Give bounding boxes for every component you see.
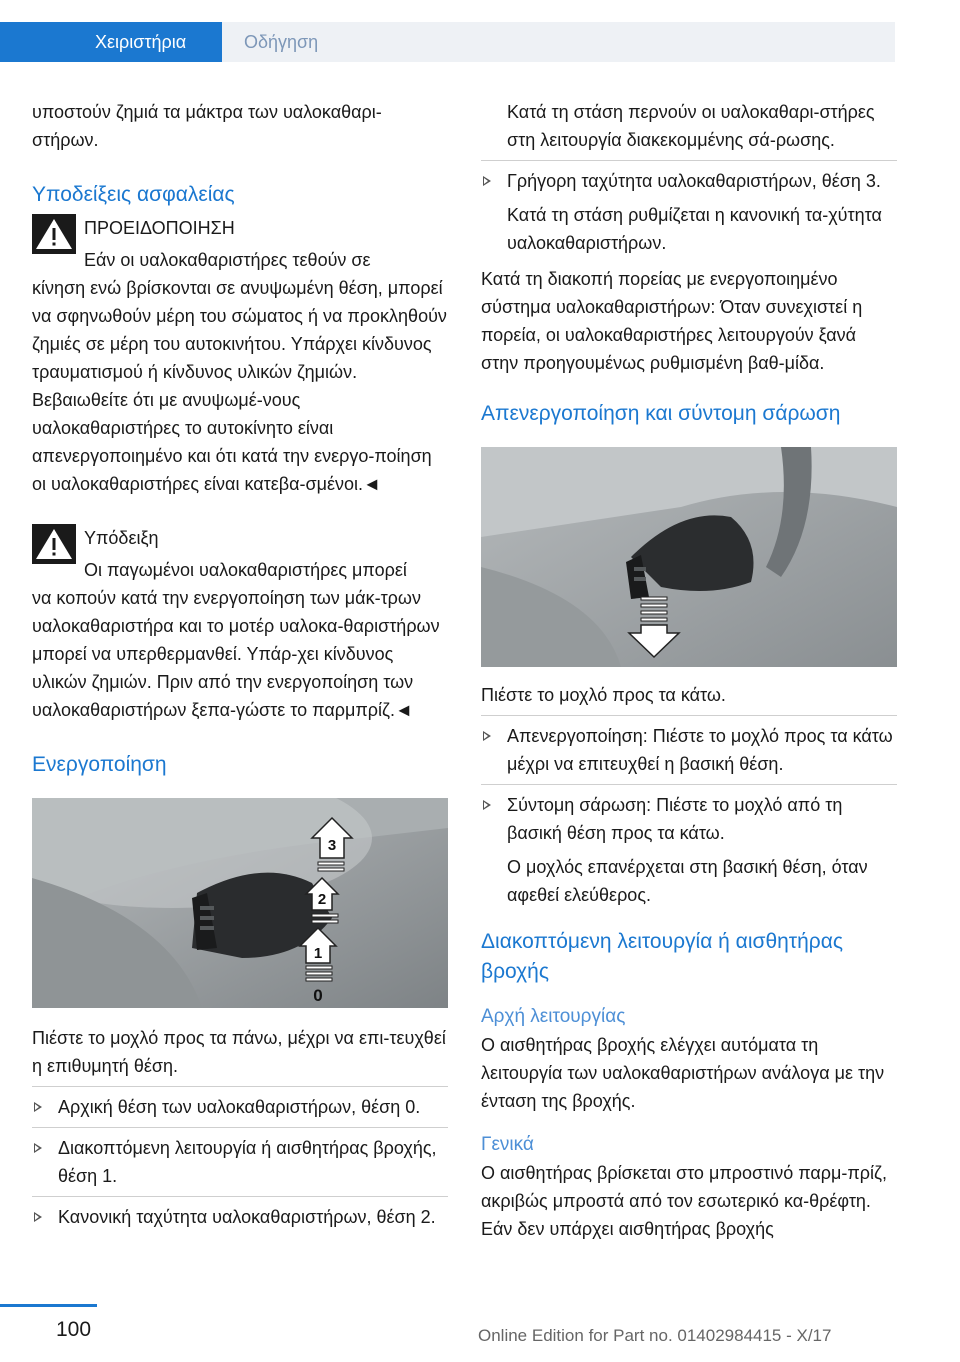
warning-block	[32, 214, 448, 498]
warning-title: ΠΡΟΕΙΔΟΠΟΙΗΣΗ	[84, 218, 235, 238]
return-note: Ο μοχλός επανέρχεται στη βασική θέση, όταν αφεθεί ελεύθερος.	[507, 857, 868, 905]
list-item-text: Αρχική θέση των υαλοκαθαριστήρων, θέση 0.	[58, 1097, 421, 1117]
warning-triangle-icon	[32, 524, 76, 564]
edition-footer: Online Edition for Part no. 01402984415 - X/17	[478, 1326, 832, 1345]
position-1-label: 1	[313, 945, 323, 962]
lever-illustration	[481, 447, 897, 667]
note-text-first: Οι παγωμένοι υαλοκαθαριστήρες μπορεί	[84, 560, 407, 580]
principle-heading: Αρχή λειτουργίας	[481, 1006, 626, 1027]
note-text: να κοπούν κατά την ενεργοποίηση των μάκ-τρων υαλοκαθαριστήρα και το μοτέρ υαλοκα-θαριστήρων μπορεί να υπερθερμανθεί. Υπάρ-χει κίνδυνος υλικών ζημιών. Πριν από την ενεργοποίηση των υαλοκαθαριστήρων ξεπα-γώστε το παρμπρίζ.◄	[32, 588, 440, 720]
divider	[32, 1196, 448, 1197]
stop-note-2: Κατά τη στάση ρυθμίζεται η κανονική τα-χύτητα υαλοκαθαριστήρων.	[507, 205, 882, 253]
general-text: Ο αισθητήρας βρίσκεται στο μπροστινό παρμ-πρίζ, ακριβώς μπροστά από τον εσωτερικό κα-θρέφτη. Εάν δεν υπάρχει αισθητήρας βροχής	[481, 1163, 887, 1239]
list-item-text: Γρήγορη ταχύτητα υαλοκαθαριστήρων, θέση 3.	[507, 171, 881, 191]
principle-text: Ο αισθητήρας βροχής ελέγχει αυτόματα τη λειτουργία των υαλοκαθαριστήρων ανάλογα με την ένταση της βροχής.	[481, 1035, 885, 1111]
activation-heading: Ενεργοποίηση	[32, 753, 167, 776]
position-0-label: 0	[313, 986, 323, 1005]
position-3-label: 3	[327, 837, 337, 854]
tab-controls[interactable]: Χειριστήρια	[0, 22, 222, 62]
list-item	[32, 1093, 448, 1121]
note-block	[32, 524, 448, 724]
list-item-text: Απενεργοποίηση: Πιέστε το μοχλό προς τα κάτω μέχρι να επιτευχθεί η βασική θέση.	[507, 726, 893, 774]
interruption-text: Κατά τη διακοπή πορείας με ενεργοποιημένο σύστημα υαλοκαθαριστήρων: Όταν συνεχιστεί η πορεία, οι υαλοκαθαριστήρες λειτουργούν ξανά στην προηγουμένως ρυθμισμένη βαθ-μίδα.	[481, 269, 863, 373]
chapter-tabs	[0, 0, 895, 62]
stop-note-1: Κατά τη στάση περνούν οι υαλοκαθαρι-στήρες στη λειτουργία διακεκομμένης σά-ρωσης.	[507, 102, 875, 150]
footer-accent-line	[0, 1304, 97, 1307]
list-item	[32, 1203, 448, 1231]
safety-heading: Υποδείξεις ασφαλείας	[32, 183, 235, 206]
note-title: Υπόδειξη	[84, 528, 159, 548]
general-heading: Γενικά	[481, 1134, 534, 1155]
list-item-text: Διακοπτόμενη λειτουργία ή αισθητήρας βροχής, θέση 1.	[58, 1138, 437, 1186]
lever-illustration	[32, 798, 448, 1008]
warning-text-first: Εάν οι υαλοκαθαριστήρες τεθούν σε	[84, 250, 371, 270]
tab-driving[interactable]: Οδήγηση	[222, 22, 895, 62]
left-column	[32, 98, 448, 1231]
list-item	[481, 167, 897, 195]
divider	[481, 715, 897, 716]
list-item-text: Κανονική ταχύτητα υαλοκαθαριστήρων, θέση 2.	[58, 1207, 436, 1227]
divider	[32, 1086, 448, 1087]
press-up-text: Πιέστε το μοχλό προς τα πάνω, μέχρι να επι-τευχθεί η επιθυμητή θέση.	[32, 1028, 446, 1076]
page-number: 100	[56, 1318, 92, 1341]
wiper-lever-up-figure	[32, 798, 448, 1008]
list-item	[481, 791, 897, 847]
warning-triangle-icon	[32, 214, 76, 254]
rain-sensor-heading: Διακοπτόμενη λειτουργία ή αισθητήρας βροχής	[481, 930, 843, 983]
divider	[481, 160, 897, 161]
divider	[481, 784, 897, 785]
press-down-text: Πιέστε το μοχλό προς τα κάτω.	[481, 685, 726, 705]
intro-text: υποστούν ζημιά τα μάκτρα των υαλοκαθαρι-στήρων.	[32, 102, 382, 150]
deactivation-heading: Απενεργοποίηση και σύντομη σάρωση	[481, 402, 841, 425]
warning-text: κίνηση ενώ βρίσκονται σε ανυψωμένη θέση, μπορεί να σφηνωθούν μέρη του σώματος ή να προκληθούν ζημιές σε μέρη του αυτοκινήτου. Υπάρχει κίνδυνος τραυματισμού ή κίνδυνος υλικών ζημιών. Βεβαιωθείτε ότι με ανυψωμέ-νους υαλοκαθαριστήρες το αυτοκίνητο είναι απενεργοποιημένο και ότι κατά την ενεργο-ποίηση οι υαλοκαθαριστήρες είναι κατεβα-σμένοι.◄	[32, 278, 447, 494]
divider	[32, 1127, 448, 1128]
list-item-text: Σύντομη σάρωση: Πιέστε το μοχλό από τη βασική θέση προς τα κάτω.	[507, 795, 843, 843]
list-item	[481, 722, 897, 778]
position-2-label: 2	[317, 891, 327, 908]
right-column	[481, 98, 897, 1243]
list-item	[32, 1134, 448, 1190]
wiper-lever-down-figure	[481, 447, 897, 667]
